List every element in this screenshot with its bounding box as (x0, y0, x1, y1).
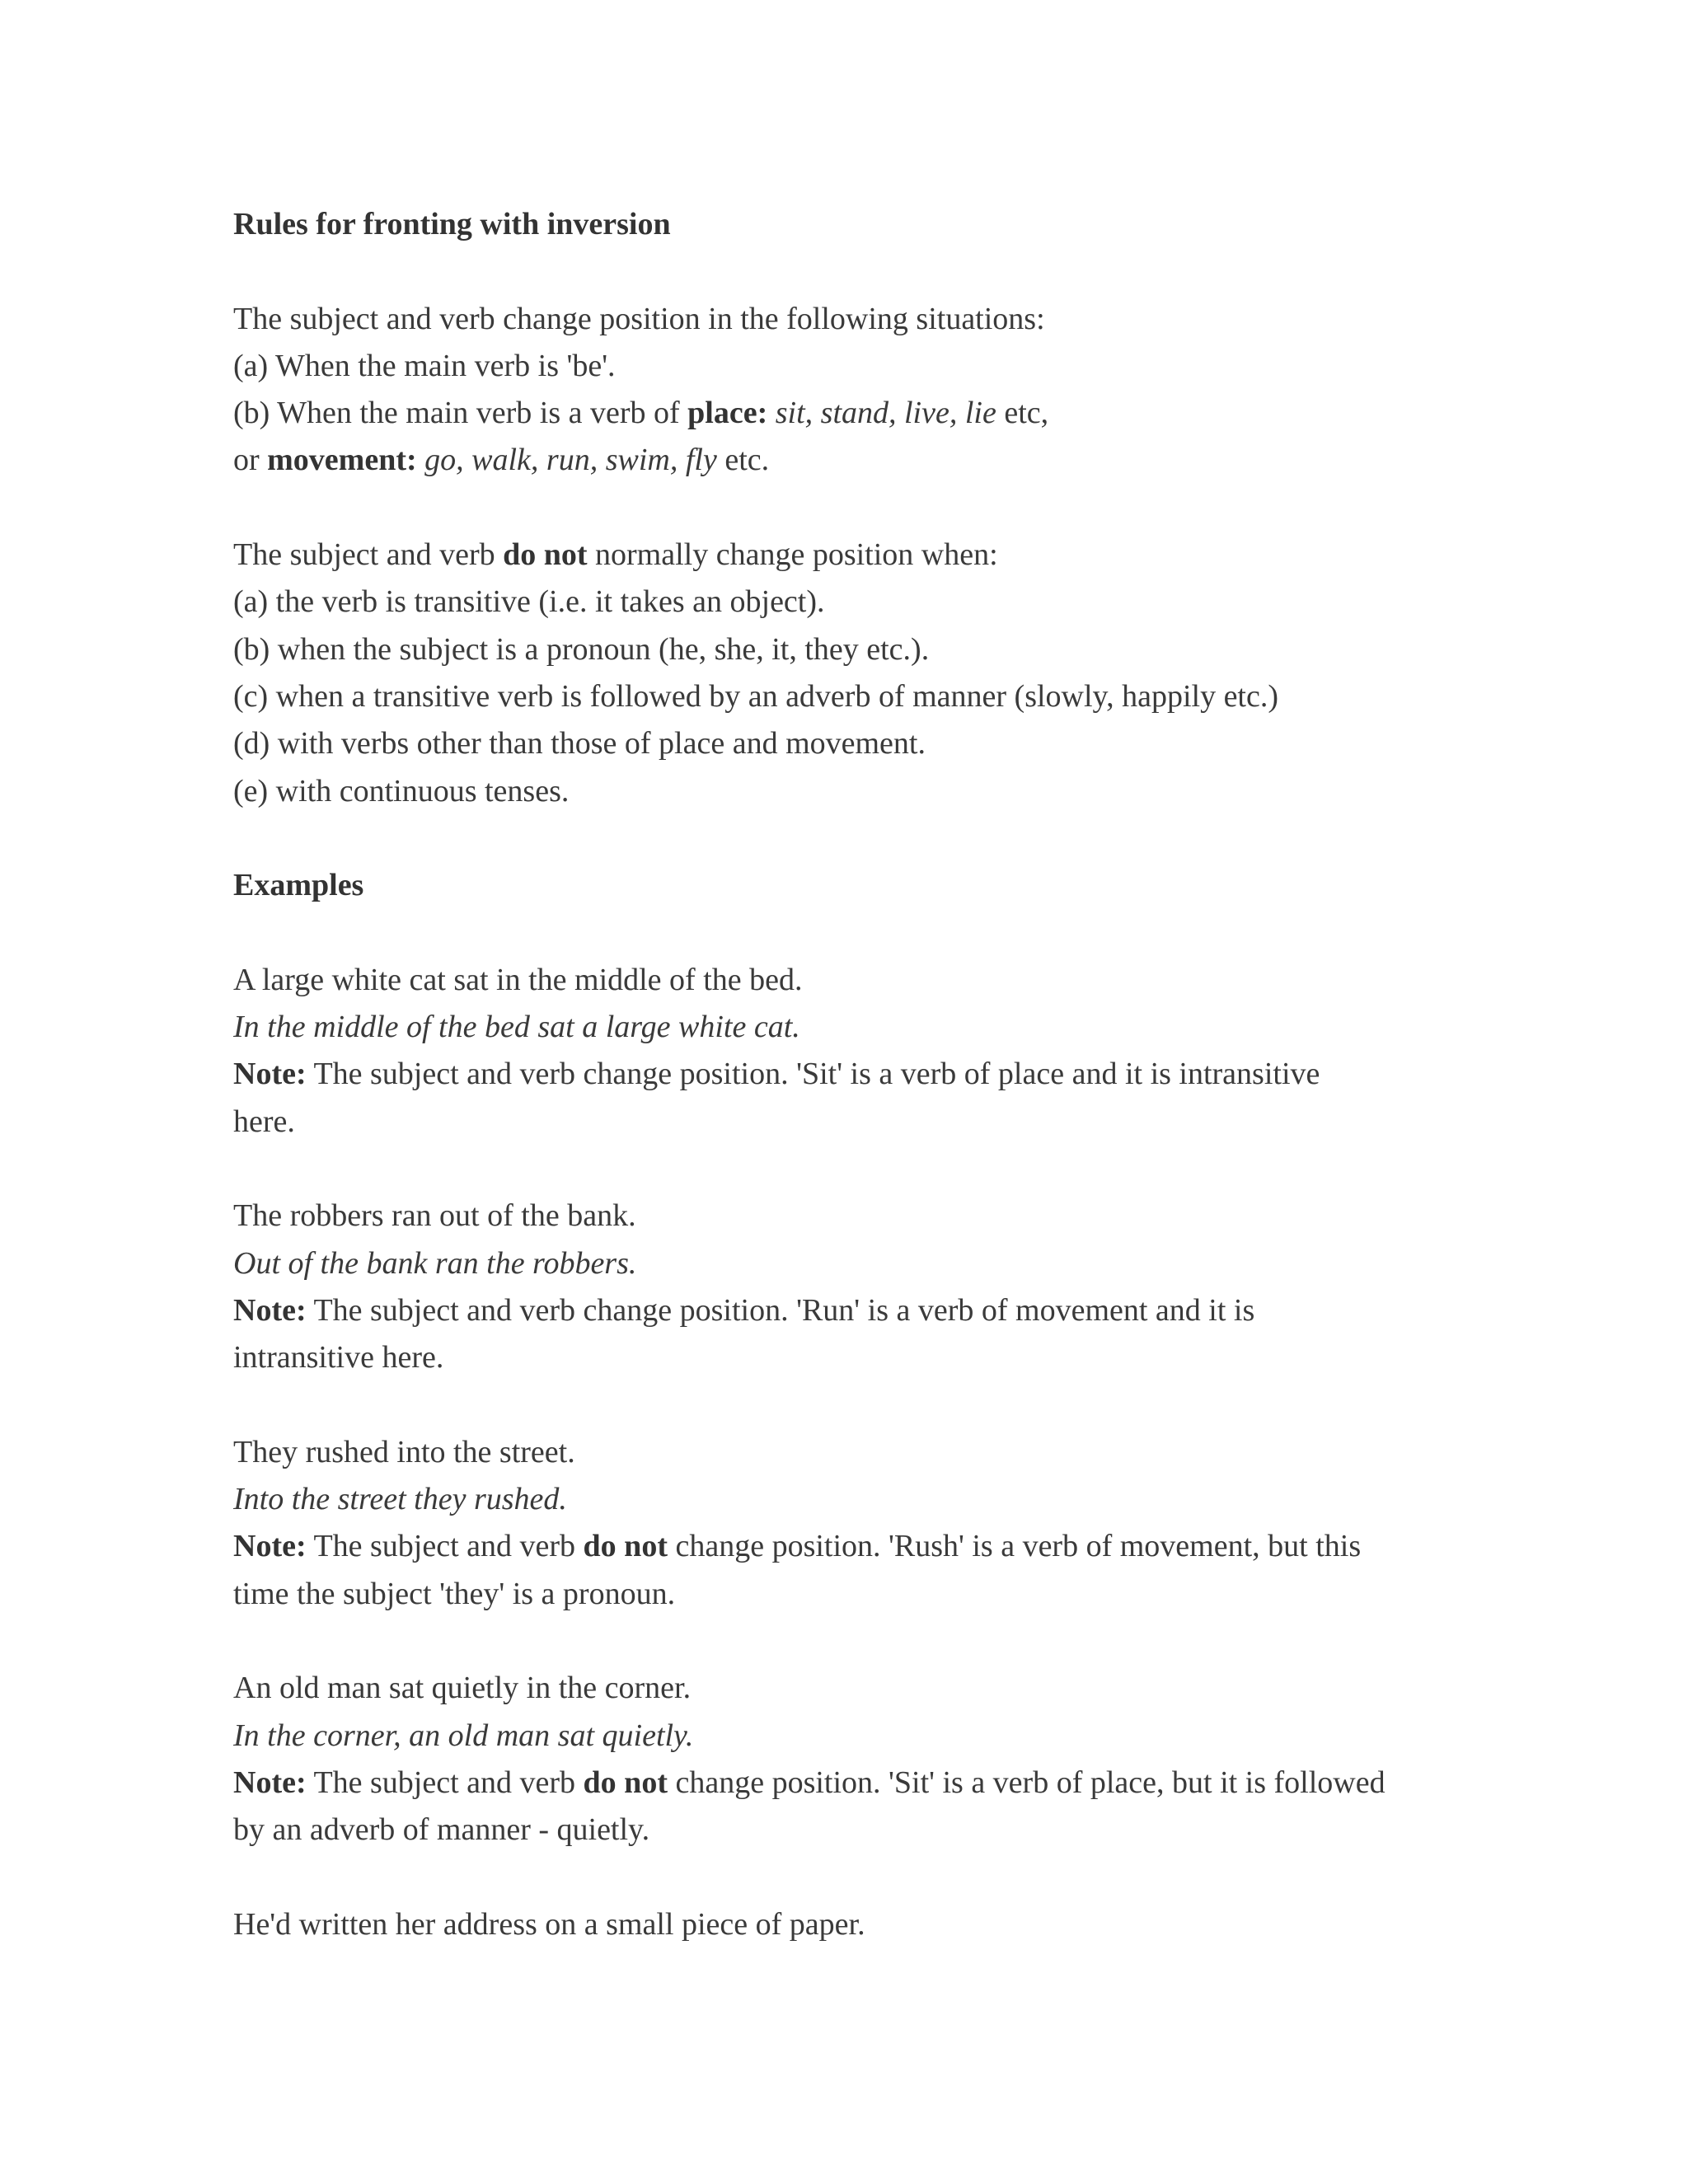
example-note-cont: time the subject 'they' is a pronoun. (233, 1576, 676, 1611)
example-sentence: The robbers ran out of the bank. (233, 1198, 636, 1234)
inversion-rule-a: (a) When the main verb is 'be'. (233, 348, 616, 383)
no-inversion-rule-b: (b) when the subject is a pronoun (he, she, it, they etc.). (233, 631, 930, 667)
example-sentence: An old man sat quietly in the corner. (233, 1671, 692, 1706)
example-note-cont: by an adverb of manner - quietly. (233, 1812, 650, 1848)
inversion-rule-b: (b) When the main verb is a verb of place: sit, stand, live, lie etc, (233, 396, 1049, 431)
document-page (233, 201, 1519, 1948)
no-inversion-rule-c: (c) when a transitive verb is followed by an adverb of manner (slowly, happily etc.) (233, 678, 1279, 714)
example-note: Note: The subject and verb change position. 'Run' is a verb of movement and it is (233, 1292, 1255, 1328)
inversion-intro: The subject and verb change position in the following situations: (233, 301, 1045, 336)
example-note: Note: The subject and verb do not change position. 'Sit' is a verb of place, but it is followed (233, 1765, 1386, 1800)
examples-heading: Examples (233, 868, 364, 903)
example-fronted: Out of the bank ran the robbers. (233, 1245, 637, 1281)
example-fronted: Into the street they rushed. (233, 1482, 567, 1517)
example-fronted: In the corner, an old man sat quietly. (233, 1718, 694, 1753)
example-sentence: They rushed into the street. (233, 1434, 575, 1469)
no-inversion-rule-e: (e) with continuous tenses. (233, 773, 570, 808)
no-inversion-rule-a: (a) the verb is transitive (i.e. it takes an object). (233, 584, 825, 620)
no-inversion-intro: The subject and verb do not normally change position when: (233, 537, 998, 573)
example-note: Note: The subject and verb change position. 'Sit' is a verb of place and it is intransitive (233, 1057, 1320, 1092)
example-note-cont: here. (233, 1104, 295, 1139)
example-note-cont: intransitive here. (233, 1340, 444, 1376)
example-sentence: A large white cat sat in the middle of the bed. (233, 962, 803, 997)
inversion-rule-b-cont: or movement: go, walk, run, swim, fly etc. (233, 443, 770, 478)
page-title: Rules for fronting with inversion (233, 207, 671, 241)
no-inversion-rule-d: (d) with verbs other than those of place and movement. (233, 726, 926, 762)
example-fronted: In the middle of the bed sat a large white cat. (233, 1010, 800, 1045)
example-sentence: He'd written her address on a small piece of paper. (233, 1906, 865, 1942)
example-note: Note: The subject and verb do not change position. 'Rush' is a verb of movement, but this (233, 1529, 1362, 1564)
